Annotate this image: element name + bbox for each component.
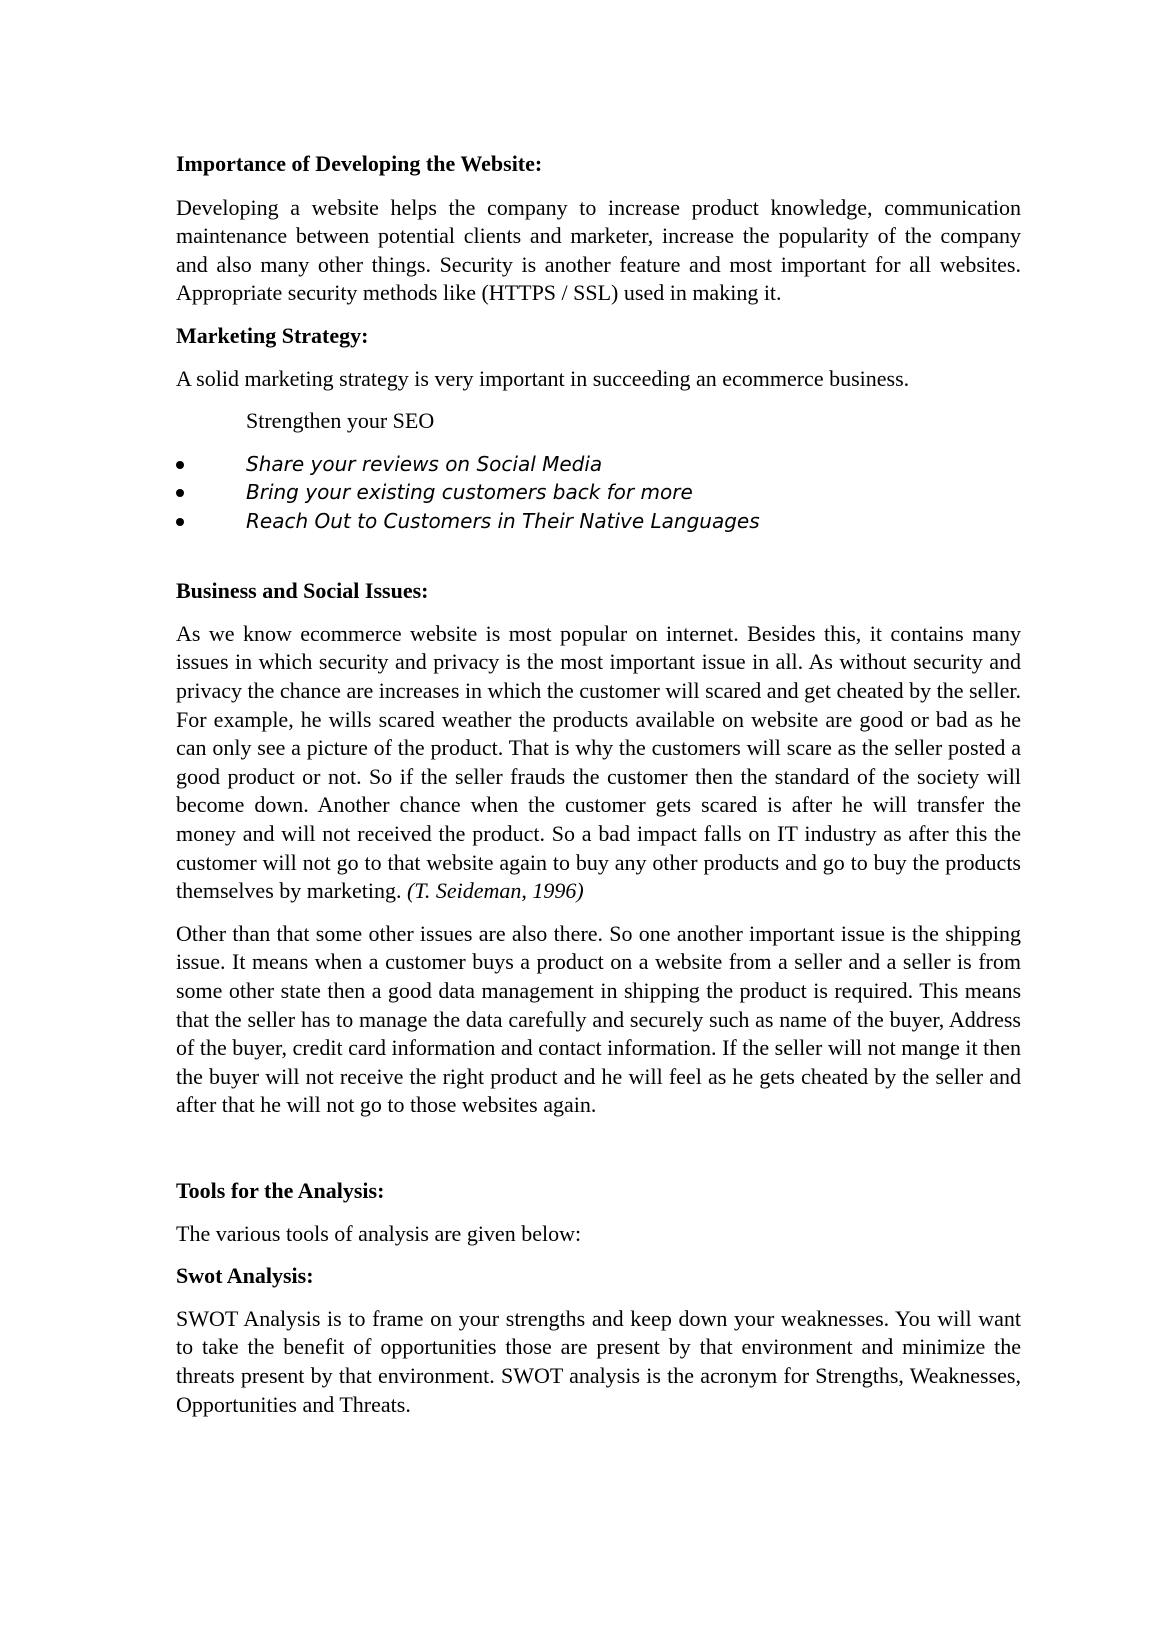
heading-business-social-issues: Business and Social Issues:: [176, 578, 429, 604]
paragraph-swot: SWOT Analysis is to frame on your strengths and keep down your weaknesses. You will want to take the benefit of opportunities those are present by that environment and minimize the threats present by that environment. SWOT analysis is the acronym for Strengths, Weaknesses, Opportunities and Threats.: [176, 1305, 1021, 1417]
heading-tools-analysis: Tools for the Analysis:: [176, 1177, 385, 1203]
heading-swot-analysis: Swot Analysis:: [176, 1263, 314, 1289]
paragraph-marketing-intro: A solid marketing strategy is very important in succeeding an ecommerce business.: [176, 365, 910, 391]
seo-line: Strengthen your SEO: [246, 408, 435, 434]
list-item: [176, 507, 1021, 536]
list-item: [176, 450, 1021, 479]
document-page: [176, 150, 1021, 1419]
paragraph-tools-intro: The various tools of analysis are given below:: [176, 1220, 582, 1246]
bullet-icon: [176, 518, 184, 526]
list-item-text: Share your reviews on Social Media: [246, 451, 603, 476]
list-item-text: Reach Out to Customers in Their Native Languages: [246, 508, 760, 533]
paragraph-issues-1: [176, 620, 1021, 906]
marketing-bullet-list: [176, 450, 1021, 536]
paragraph-issues-1-text: As we know ecommerce website is most popular on internet. Besides this, it contains many issues in which security and privacy is the most important issue in all. As without security and privacy the chance are increases in which the customer will scared and get cheated by the seller. For example, he wills scared weather the products available on website are good or bad as he can only see a picture of the product. That is why the customers will scare as the seller posted a good product or not. So if the seller frauds the customer then the standard of the society will become down. Another chance when the customer gets scared is after he will transfer the money and will not received the product. So a bad impact falls on IT industry as after this the customer will not go to that website again to buy any other products and go to buy the products themselves by marketing.: [176, 620, 1021, 904]
paragraph-issues-2: Other than that some other issues are also there. So one another important issue is the shipping issue. It means when a customer buys a product on a website from a seller and a seller is from some other state then a good data management in shipping the product is required. This means that the seller has to manage the data carefully and securely such as name of the buyer, Address of the buyer, credit card information and contact information. If the seller will not mange it then the buyer will not receive the right product and he will feel as he gets cheated by the seller and after that he will not go to those websites again.: [176, 920, 1021, 1118]
paragraph-website-importance: Developing a website helps the company to increase product knowledge, communication maintenance between potential clients and marketer, increase the popularity of the company and also many other things. Security is another feature and most important for all websites. Appropriate security methods like (HTTPS / SSL) used in making it.: [176, 194, 1021, 306]
bullet-icon: [176, 489, 184, 497]
list-item: [176, 478, 1021, 507]
heading-marketing-strategy: Marketing Strategy:: [176, 322, 369, 348]
citation: (T. Seideman, 1996): [406, 878, 584, 904]
list-item-text: Bring your existing customers back for more: [246, 480, 693, 505]
heading-website-importance: Importance of Developing the Website:: [176, 151, 543, 176]
bullet-icon: [176, 461, 184, 469]
